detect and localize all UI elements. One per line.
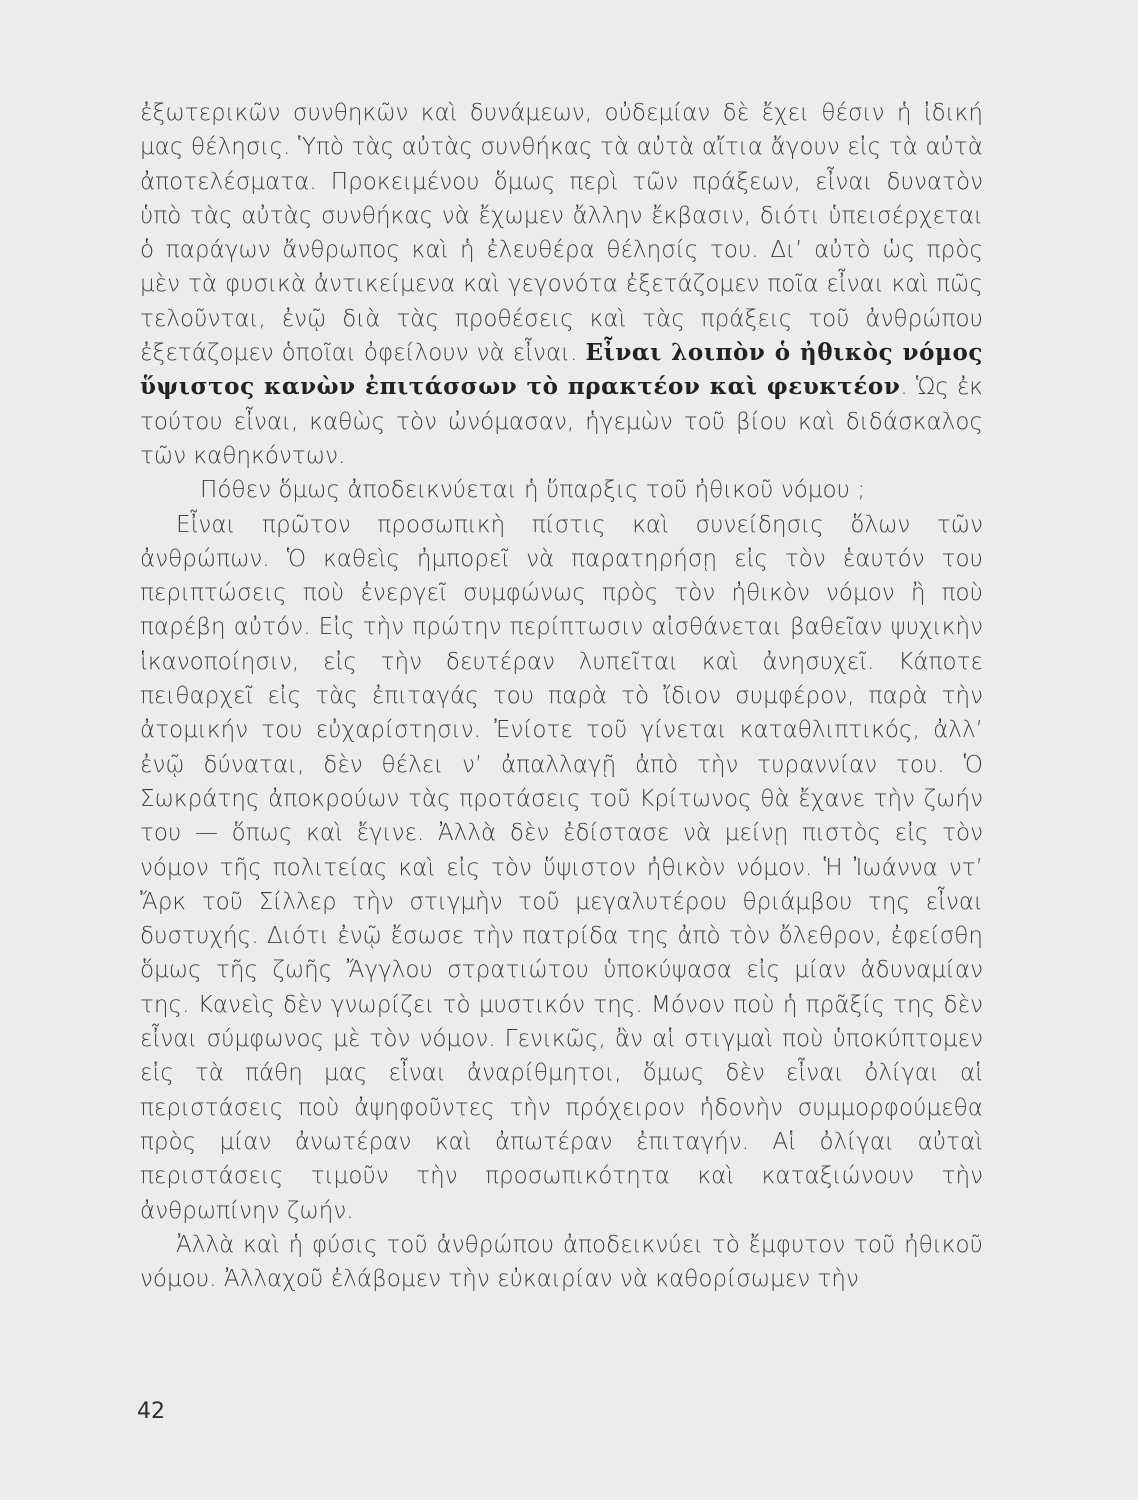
paragraph-2: Εἶναι πρῶτον προσωπικὴ πίστις καὶ συνείδησις ὅλων τῶν ἀνθρώπων. Ὁ καθεὶς ἠμπορεῖ νὰ παρατηρήσῃ εἰς τὸν ἑαυτόν του περιπτώσεις ποὺ ἐνεργεῖ συμφώνως πρὸς τὸν ἠθικὸν νόμον ἢ ποὺ παρέβη αὐτόν. Εἰς τὴν πρώτην περίπτωσιν αἰσθάνεται βαθεῖαν ψυχικὴν ἱκανοποίησιν, εἰς τὴν δευτέραν λυπεῖται καὶ ἀνησυχεῖ. Κάποτε πειθαρχεῖ εἰς τὰς ἐπιταγάς του παρὰ τὸ ἴδιον συμφέρον, παρὰ τὴν ἀτομικήν του εὐχαρίστησιν. Ἐνίοτε τοῦ γίνεται καταθλιπτικός, ἀλλ’ ἐνῷ δύναται, δὲν θέλει ν’ ἀπαλλαγῇ ἀπὸ τὴν τυραννίαν του. Ὁ Σωκράτης ἀποκρούων τὰς προτάσεις τοῦ Κρίτωνος θὰ ἔχανε τὴν ζωήν του — ὅπως καὶ ἔγινε. Ἀλλὰ δὲν ἐδίστασε νὰ μείνῃ πιστὸς εἰς τὸν νόμον τῆς πολιτείας καὶ εἰς τὸν ὕψιστον ἠθικὸν νόμον. Ἡ Ἰωάννα ντ’ Ἄρκ τοῦ Σίλλερ τὴν στιγμὴν τοῦ μεγαλυτέρου θριάμβου της εἶναι δυστυχής. Διότι ἐνῷ ἔσωσε τὴν πατρίδα της ἀπὸ τὸν ὄλεθρον, ἐφείσθη ὅμως τῆς ζωῆς Ἄγγλου στρατιώτου ὑποκύψασα εἰς μίαν ἀδυναμίαν της. Κανεὶς δὲν γνωρίζει τὸ μυστικόν της. Μόνον ποὺ ἡ πρᾶξίς της δὲν εἶναι σύμφωνος μὲ τὸν νόμον. Γενικῶς, ἂν αἱ στιγμαὶ ποὺ ὑποκύπτομεν εἰς τὰ πάθη μας εἶναι ἀναρίθμητοι, ὅμως δὲν εἶναι ὀλίγαι αἱ περιστάσεις ποὺ ἀψηφοῦντες τὴν πρόχειρον ἡδονὴν συμμορφούμεθα πρὸς μίαν ἀνωτέραν καὶ ἀπωτέραν ἐπιταγήν. Αἱ ὀλίγαι αὐταὶ περιστάσεις τιμοῦν τὴν προσωπικότητα καὶ καταξιώνουν τὴν ἀνθρωπίνην ζωήν.	[140, 511, 983, 1224]
body-text	[140, 96, 983, 1296]
paragraph-continued	[140, 96, 983, 473]
emphasized-definition: Εἶναι λοιπὸν ὁ ἠθικὸς νόμος ὕψιστος κανὼν ἐπιτάσσων τὸ πρακτέον καὶ φευκτέον	[140, 339, 983, 401]
page-number: 42	[137, 1399, 165, 1424]
paragraph-1-text-end: . Ὡς ἐκ τούτου εἶναι, καθὼς τὸν ὠνόμασαν, ἡγεμὼν τοῦ βίου καὶ διδάσκαλος τῶν καθηκόντων.	[140, 374, 984, 469]
paragraph-3: Ἀλλὰ καὶ ἡ φύσις τοῦ ἀνθρώπου ἀποδεικνύει τὸ ἔμφυτον τοῦ ἠθικοῦ νόμου. Ἀλλαχοῦ ἐλάβομεν τὴν εὐκαιρίαν νὰ καθορίσωμεν τὴν	[140, 1231, 983, 1293]
paragraph-1-text: ἐξωτερικῶν συνθηκῶν καὶ δυνάμεων, οὐδεμίαν δὲ ἔχει θέσιν ἡ ἰδική μας θέλησις. Ὑπὸ τὰς αὐτὰς συνθήκας τὰ αὐτὰ αἴτια ἄγουν εἰς τὰ αὐτὰ ἀποτελέσματα. Προκειμένου ὅμως περὶ τῶν πράξεων, εἶναι δυνατὸν ὑπὸ τὰς αὐτὰς συνθήκας νὰ ἔχωμεν ἄλλην ἔκβασιν, διότι ὑπεισέρχεται ὁ παράγων ἄνθρωπος καὶ ἡ ἐλευθέρα θέλησίς του. Δι’ αὐτὸ ὡς πρὸς μὲν τὰ φυσικὰ ἀντικείμενα καὶ γεγονότα ἐξετάζομεν ποῖα εἶναι καὶ πῶς τελοῦνται, ἐνῷ διὰ τὰς προθέσεις καὶ τὰς πράξεις τοῦ ἀνθρώπου ἐξετάζομεν ὁποῖαι ὀφείλουν νὰ εἶναι.	[140, 100, 983, 367]
section-question: Πόθεν ὅμως ἀποδεικνύεται ἡ ὕπαρξις τοῦ ἠθικοῦ νόμου ;	[200, 477, 866, 504]
